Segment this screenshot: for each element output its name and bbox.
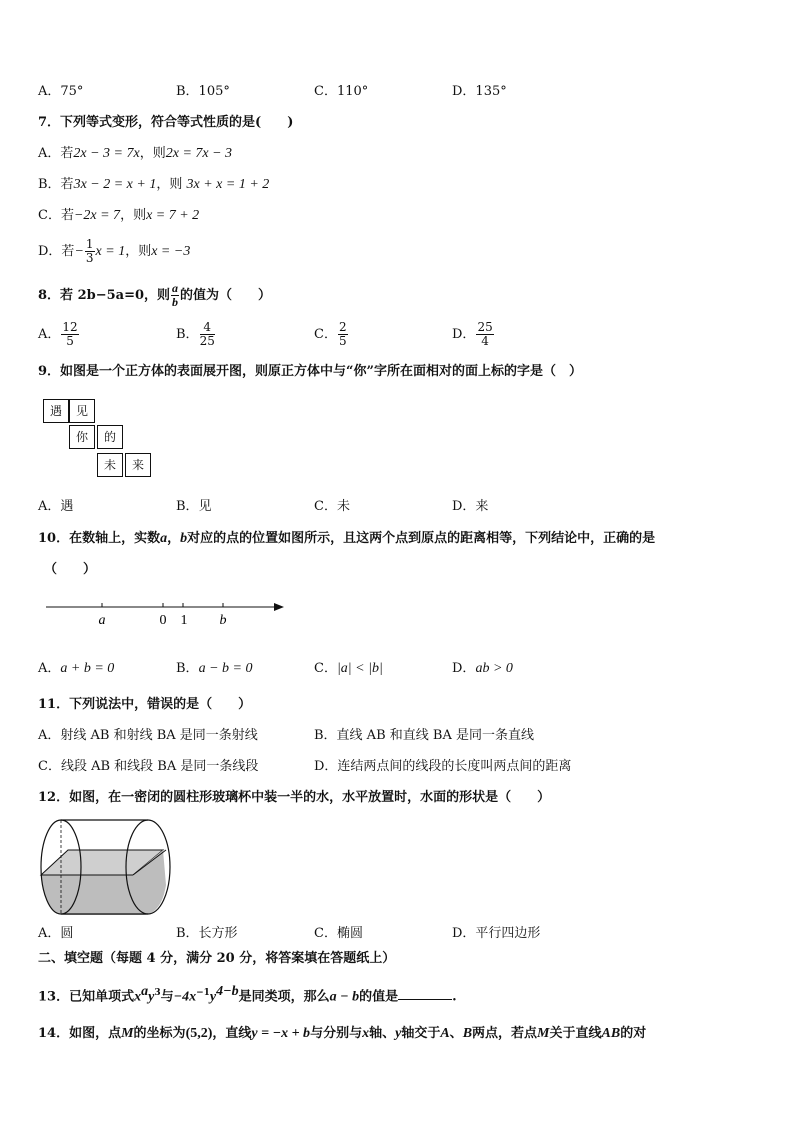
q8-post: 的值为（ ） (180, 288, 272, 303)
q7-c-eq1: −2x = 7 (73, 208, 121, 223)
q6-option-a: A．75° (38, 84, 84, 99)
q10-option-d (452, 660, 513, 678)
q7-c-mid: ，则 (120, 208, 147, 223)
q9-option-d: D．来 (452, 499, 489, 514)
q11-option-d: D．连结两点间的线段的长度叫两点间的距离 (314, 759, 572, 774)
net-cell-5: 未 (97, 453, 123, 477)
q11-option-b: B．直线 AB 和直线 BA 是同一条直线 (314, 728, 534, 743)
q12-option-c: C．椭圆 (314, 926, 363, 941)
q14-y: y (395, 1026, 402, 1041)
q8-a-fraction (61, 321, 78, 348)
q14-t4: 与分别与 (310, 1026, 363, 1041)
net-cell-2: 见 (69, 399, 95, 423)
q8-d-label: D． (452, 327, 476, 342)
q11-option-c: C．线段 AB 和线段 BA 是同一条线段 (38, 759, 259, 774)
q14-t7: 、 (449, 1026, 463, 1041)
q8-b-den: 25 (199, 334, 215, 348)
q11-stem: 11．下列说法中，错误的是（ ） (38, 697, 252, 712)
q14-line-ab: AB (601, 1026, 621, 1041)
q10-option-b (176, 660, 252, 678)
q7-d-eq2: x = −3 (151, 244, 191, 259)
q14-point-m2: M (537, 1026, 550, 1041)
net-cell-4: 的 (97, 425, 123, 449)
q8-option-d (452, 320, 495, 350)
q8-c-fraction (338, 321, 348, 348)
q13-mono2-y: y (209, 989, 217, 1005)
cylinder-figure (38, 815, 176, 919)
q10-stem-part2: 对应的点的位置如图所示，且这两个点到原点的距离相等，下列结论中，正确的是 (187, 531, 656, 546)
q9-option-b: B．见 (176, 499, 212, 514)
q13-end: . (452, 989, 457, 1005)
net-cell-6: 来 (125, 453, 151, 477)
q8-a-num: 12 (62, 320, 78, 334)
q10-b-label: B． (176, 661, 199, 676)
q10-paren: （ ） (44, 562, 97, 577)
q7-option-a (38, 145, 232, 163)
q8-pre: 8．若 2b−5a=0，则 (38, 288, 171, 303)
q10-option-c (314, 660, 383, 678)
q8-d-den: 4 (481, 334, 489, 348)
q10-d-math: ab > 0 (475, 661, 513, 676)
q14-x: x (362, 1026, 370, 1041)
q10-stem (38, 530, 655, 548)
q14-t2: 的坐标为 (133, 1026, 186, 1041)
q14-stem (38, 1025, 646, 1043)
q7-b-eq1: 3x − 2 = x + 1 (73, 177, 157, 192)
q8-a-den: 5 (66, 334, 74, 348)
label-a: a (98, 613, 106, 628)
q13-post: 是同类项，那么 (238, 989, 330, 1005)
q8-c-label: C． (314, 327, 337, 342)
q14-coord: (5,2) (185, 1026, 213, 1041)
q13-mono2-exp2: 4−b (216, 984, 239, 999)
q14-t5: 轴、 (369, 1026, 396, 1041)
q10-a-label: A． (38, 661, 61, 676)
q10-c-math: |a| < |b| (336, 661, 383, 676)
q7-d-mid: ，则 (125, 244, 152, 259)
q8-option-a (38, 320, 80, 350)
q13-expr: a − b (329, 989, 360, 1005)
q14-t3: ，直线 (212, 1026, 252, 1041)
label-0: 0 (159, 613, 167, 628)
q6-option-b: B．105° (176, 84, 230, 99)
q7-a-eq2: 2x = 7x − 3 (165, 146, 233, 161)
q13-mono2-exp1: −1 (196, 988, 210, 998)
q13-mid: 与 (160, 989, 174, 1005)
q13-answer-blank[interactable] (398, 987, 452, 1000)
q10-var-b: b (180, 531, 188, 546)
q13-tail: 的值是 (359, 989, 399, 1005)
q14-t1: 14．如图，点 (38, 1026, 122, 1041)
q7-d-neg: − (74, 244, 84, 259)
number-line (40, 594, 300, 630)
q7-d-lead: D．若 (38, 244, 75, 259)
q14-line-eq: y = −x + b (251, 1026, 311, 1041)
q7-d-fraction (85, 238, 95, 265)
q7-a-lead: A．若 (38, 146, 74, 161)
section-title: 二、填空题（每题 4 分，满分 20 分，将答案填在答题纸上） (38, 951, 396, 966)
q7-option-c (38, 207, 199, 225)
q7-b-mid: ，则 (156, 177, 183, 192)
q8-b-num: 4 (200, 321, 215, 335)
q7-d-den: 3 (85, 251, 94, 265)
q13-mono1-y: y (148, 989, 155, 1005)
q7-a-eq1: 2x − 3 = 7x (73, 146, 140, 161)
q8-c-num: 2 (338, 320, 347, 334)
q7-option-d (38, 237, 190, 267)
q7-option-b (38, 176, 269, 194)
q13-mono1-exp1: a (141, 984, 149, 999)
q10-c-label: C． (314, 661, 337, 676)
q9-stem: 9．如图是一个正方体的表面展开图，则原正方体中与“你”字所在面相对的面上标的字是（ ） (38, 364, 583, 379)
label-b: b (219, 613, 227, 628)
q12-option-a: A．圆 (38, 926, 74, 941)
label-1: 1 (180, 613, 188, 628)
q14-point-a: A (440, 1026, 450, 1041)
axis-arrow (274, 603, 284, 611)
q10-a-math: a + b = 0 (60, 661, 115, 676)
q10-var-a: a (160, 531, 168, 546)
q8-stem (38, 281, 271, 311)
q8-option-c (314, 320, 349, 350)
q7-d-num: 1 (85, 237, 94, 251)
q7-d-eq1: x = 1 (95, 244, 126, 259)
q12-option-d: D．平行四边形 (452, 926, 541, 941)
q11-option-a: A．射线 AB 和射线 BA 是同一条射线 (38, 728, 258, 743)
q14-point-m: M (121, 1026, 134, 1041)
q13-pre: 13．已知单项式 (38, 989, 135, 1005)
q7-b-lead: B．若 (38, 177, 74, 192)
q10-option-a (38, 660, 114, 678)
q14-point-b: B (462, 1026, 473, 1041)
net-cell-1: 遇 (43, 399, 69, 423)
q6-option-c: C．110° (314, 84, 369, 99)
q7-stem: 7．下列等式变形，符合等式性质的是( ) (38, 115, 294, 130)
q13-mono1-exp2: 3 (154, 988, 161, 998)
q12-stem: 12．如图，在一密闭的圆柱形玻璃杯中装一半的水，水平放置时，水面的形状是（ ） (38, 790, 551, 805)
q14-t8: 两点，若点 (472, 1026, 538, 1041)
q10-b-math: a − b = 0 (198, 661, 253, 676)
q7-c-lead: C．若 (38, 208, 74, 223)
q6-option-d: D．135° (452, 84, 507, 99)
q13-stem (38, 983, 457, 1006)
q14-t10: 的对 (620, 1026, 647, 1041)
q8-option-b (176, 320, 216, 350)
q12-option-b: B．长方形 (176, 926, 238, 941)
q8-a-label: A． (38, 327, 61, 342)
q14-t6: 轴交于 (401, 1026, 441, 1041)
q8-c-den: 5 (338, 334, 347, 348)
q8-b-label: B． (176, 327, 199, 342)
q13-mono2-x: −4x (173, 989, 197, 1005)
q8-fraction (171, 282, 179, 309)
q14-t9: 关于直线 (549, 1026, 602, 1041)
q10-d-label: D． (452, 661, 476, 676)
q8-d-fraction (476, 321, 493, 348)
q8-num: a (172, 281, 179, 295)
q9-option-a: A．遇 (38, 499, 74, 514)
q10-sep: ， (167, 531, 181, 546)
q8-d-num: 25 (477, 320, 493, 334)
q7-b-eq2: 3x + x = 1 + 2 (186, 177, 270, 192)
net-cell-3: 你 (69, 425, 95, 449)
q7-a-mid: ，则 (139, 146, 166, 161)
q8-den: b (172, 295, 179, 309)
q13-mono1-x: x (134, 989, 142, 1005)
q9-option-c: C．未 (314, 499, 350, 514)
q7-c-eq2: x = 7 + 2 (146, 208, 200, 223)
q10-stem-part1: 10．在数轴上，实数 (38, 531, 161, 546)
q8-b-fraction (200, 321, 215, 348)
